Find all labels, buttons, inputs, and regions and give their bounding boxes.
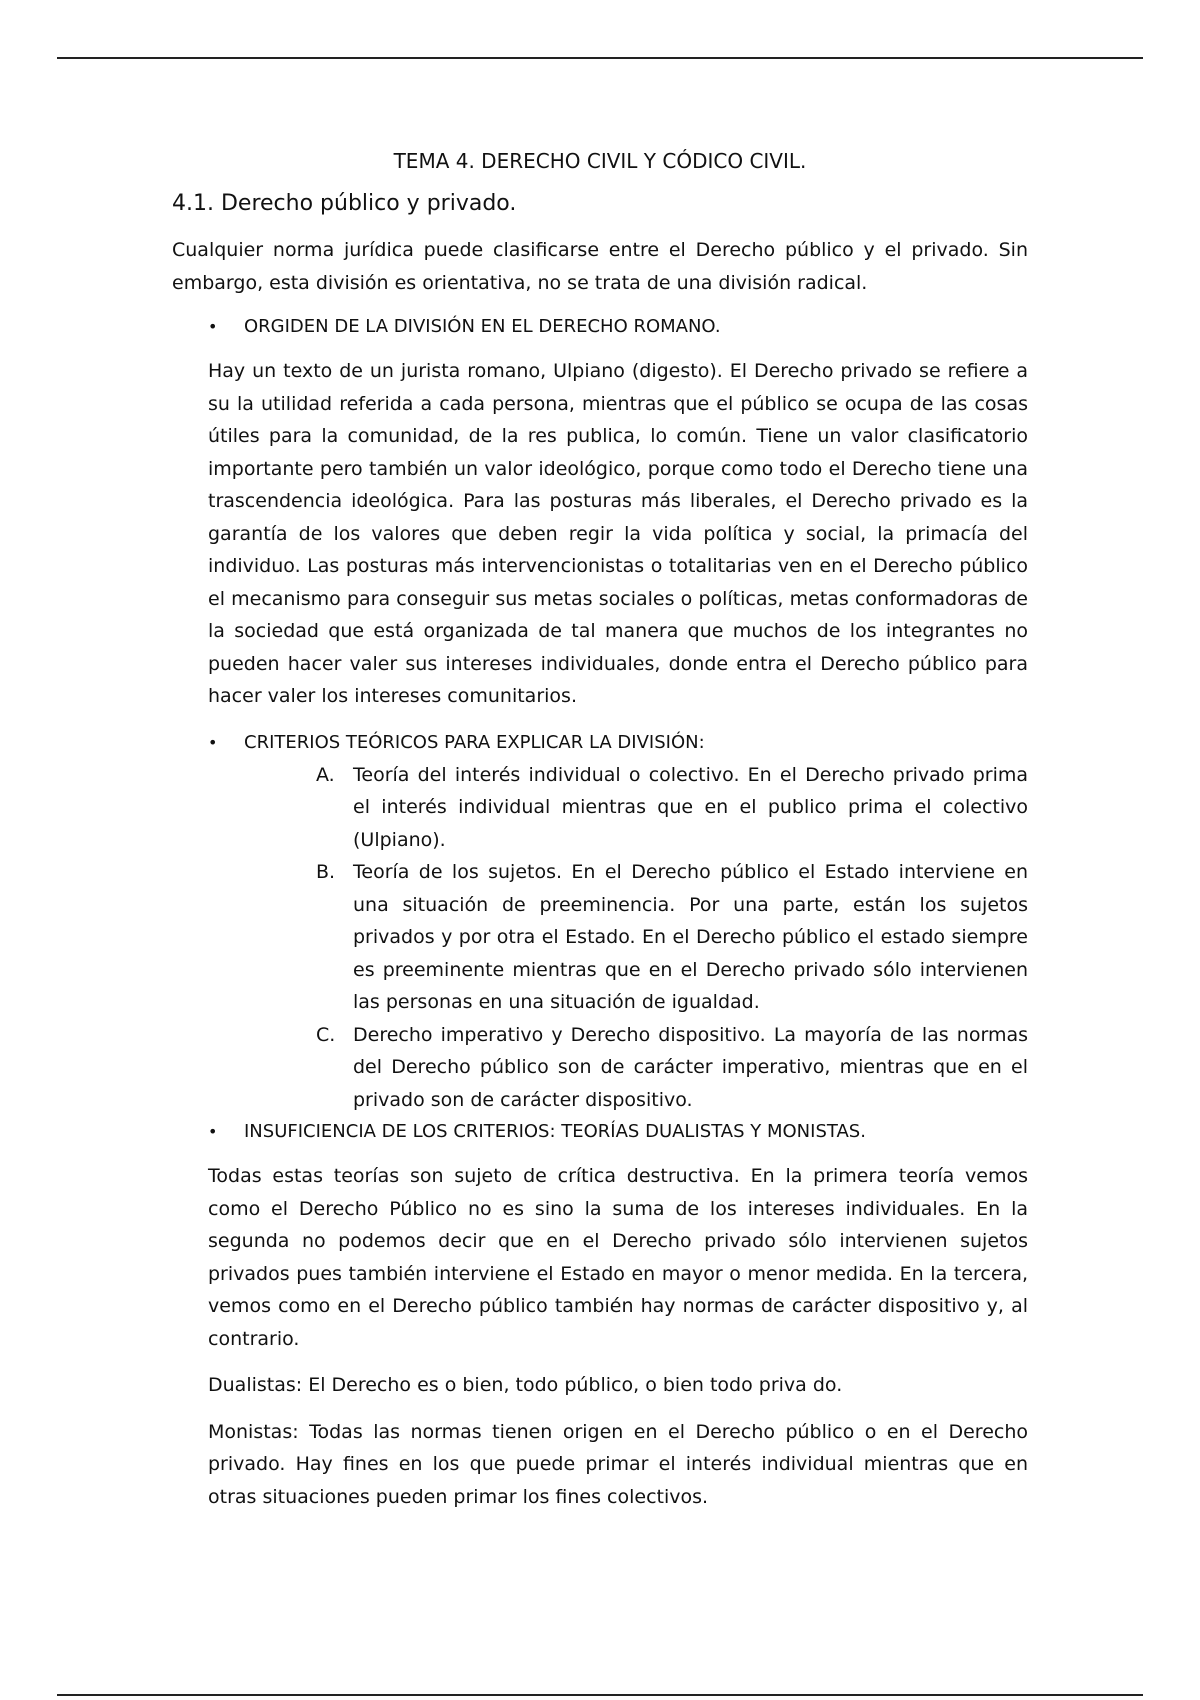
bullet-heading-insufficiency [172,1116,1028,1148]
section-heading: 4.1. Derecho público y privado. [172,191,517,216]
list-item-letter: A. [316,763,335,786]
origin-paragraph: Hay un texto de un jurista romano, Ulpiano (digesto). El Derecho privado se refiere a su la utilidad referida a cada persona, mientras que el público se ocupa de las cosas útiles para la comunidad, de la res publica, lo común. Tiene un valor clasificatorio importante pero también un valor ideológico, porque como todo el Derecho tiene una trascendencia ideológica. Para las posturas más liberales, el Derecho privado es la garantía de los valores que deben regir la vida política y social, la primacía del individuo. Las posturas más intervencionistas o totalitarias ven en el Derecho público el mecanismo para conseguir sus metas sociales o políticas, metas conformadoras de la sociedad que está organizada de tal manera que muchos de los integrantes no pueden hacer valer sus intereses individuales, donde entra el Derecho público para hacer valer los intereses comunitarios. [208,360,1028,707]
bullet-heading-criteria [172,727,1028,759]
header-rule [57,57,1143,59]
list-item-letter: C. [316,1023,336,1046]
list-item-text: Derecho imperativo y Derecho dispositivo. La mayoría de las normas del Derecho público son de carácter imperativo, mientras que en el privado son de carácter dispositivo. [353,1023,1028,1111]
bullet-icon: • [208,732,218,752]
list-item-text: Teoría del interés individual o colectivo. En el Derecho privado prima el interés individual mientras que en el publico prima el colectivo (Ulpiano). [353,763,1028,851]
bullet-heading-text: INSUFICIENCIA DE LOS CRITERIOS: TEORÍAS DUALISTAS Y MONISTAS. [244,1121,866,1142]
criticism-paragraph: Todas estas teorías son sujeto de crítica destructiva. En la primera teoría vemos como el Derecho Público no es sino la suma de los intereses individuales. En la segunda no podemos decir que en el Derecho privado sólo intervienen sujetos privados pues también interviene el Estado en mayor o menor medida. En la tercera, vemos como en el Derecho público también hay normas de carácter dispositivo y, al contrario. [208,1165,1028,1350]
list-item [316,856,1028,1019]
intro-paragraph: Cualquier norma jurídica puede clasificarse entre el Derecho público y el privado. Sin embargo, esta división es orientativa, no se trata de una división radical. [172,239,1028,294]
bullet-icon: • [208,317,218,336]
document-title: TEMA 4. DERECHO CIVIL Y CÓDICO CIVIL. [393,149,807,173]
criteria-list [172,759,1028,1117]
bullet-heading-origin [172,311,1028,343]
footer-rule [57,1694,1143,1696]
list-item-letter: B. [316,861,336,883]
list-item [316,759,1028,857]
document-body [172,146,1028,1513]
bullet-icon: • [208,1122,218,1141]
bullet-heading-text: CRITERIOS TEÓRICOS PARA EXPLICAR LA DIVISIÓN: [244,731,705,753]
dualistas-paragraph: Dualistas: El Derecho es o bien, todo público, o bien todo priva do. [208,1374,843,1396]
list-item-text: Teoría de los sujetos. En el Derecho público el Estado interviene en una situación de preeminencia. Por una parte, están los sujetos privados y por otra el Estado. En el Derecho público el estado siempre es preeminente mientras que en el Derecho privado sólo intervienen las personas en una situación de igualdad. [353,861,1028,1013]
list-item [316,1019,1028,1117]
bullet-heading-text: ORGIDEN DE LA DIVISIÓN EN EL DERECHO ROMANO. [244,316,721,337]
monistas-paragraph: Monistas: Todas las normas tienen origen en el Derecho público o en el Derecho privado. Hay fines en los que puede primar el interés individual mientras que en otras situaciones pueden primar los fines colectivos. [208,1420,1028,1508]
